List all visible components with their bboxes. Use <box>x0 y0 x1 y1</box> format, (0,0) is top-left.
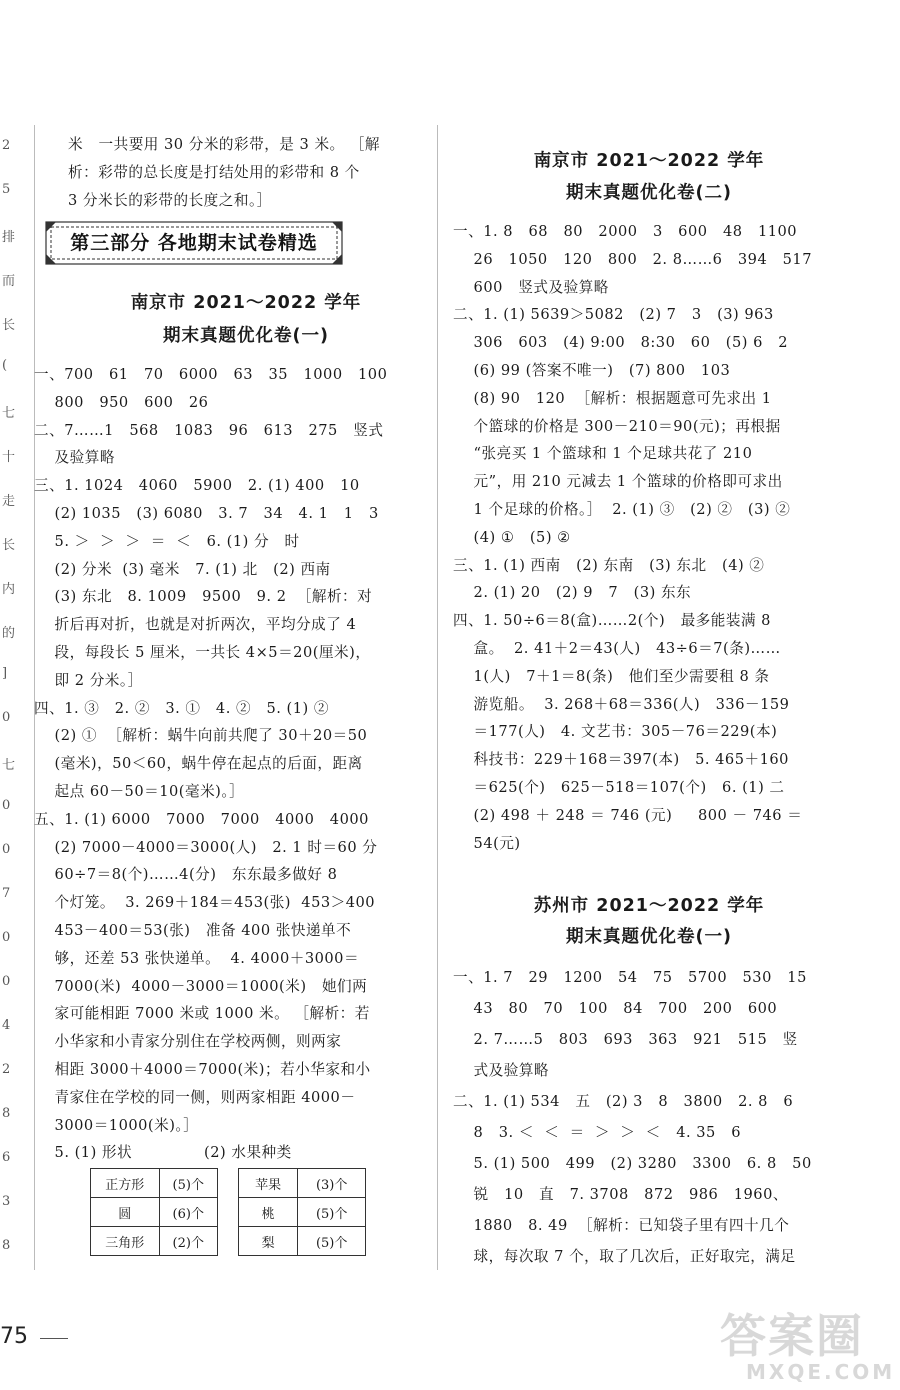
gutter-char: 而 <box>2 274 16 289</box>
answer-line: 科技书：229＋168＝397(本) 5. 465＋160 <box>453 751 789 769</box>
gutter-char: ] <box>2 666 8 681</box>
answer-line: (4) ① (5) ② <box>453 528 571 546</box>
column-divider <box>437 125 438 1270</box>
answer-line: “张亮买 1 个篮球和 1 个足球共花了 210 <box>453 445 753 463</box>
answer-line: 个灯笼。 3. 269＋184＝453(张) 453＞400 <box>34 894 376 912</box>
answer-line: (2) 1035 (3) 6080 3. 7 34 4. 1 1 3 <box>34 504 379 522</box>
watermark <box>720 1300 895 1384</box>
answer-line: 二、1. (1) 5639＞5082 (2) 7 3 (3) 963 <box>453 306 774 324</box>
table-cell: (6)个 <box>159 1198 218 1227</box>
answer-line: 5. (1) 500 499 (2) 3280 3300 6. 8 50 <box>453 1155 812 1172</box>
gutter-char: 6 <box>2 1150 11 1165</box>
answer-line: 四、1. 50÷6＝8(盒)……2(个) 最多能装满 8 <box>453 612 771 630</box>
left-margin-cutoff-text <box>0 120 20 1280</box>
exam-title-right-line2: 期末真题优化卷(二) <box>566 183 732 203</box>
fruit-count-table <box>238 1168 366 1256</box>
table-cell: (5)个 <box>298 1227 366 1256</box>
answer-line: 四、1. ③ 2. ② 3. ① 4. ② 5. (1) ② <box>34 699 329 717</box>
answer-line: 游览船。 3. 268＋68＝336(人) 336－159 <box>453 695 790 713</box>
table-cell: (3)个 <box>298 1169 366 1198</box>
answer-line: 60÷7＝8(个)……4(分) 东东最多做好 8 <box>34 866 338 884</box>
answer-line: 够，还差 53 张快递单。 4. 4000＋3000＝ <box>34 949 360 967</box>
section-banner <box>44 218 344 268</box>
answer-line: 2. (1) 20 (2) 9 7 (3) 东东 <box>453 584 692 602</box>
answer-line: 8 3. ＜ ＜ ＝ ＞ ＞ ＜ 4. 35 6 <box>453 1124 742 1141</box>
gutter-char: 十 <box>2 450 16 465</box>
answer-line: 青家住在学校的同一侧，则两家相距 4000－ <box>34 1088 356 1106</box>
gutter-char: 长 <box>2 538 16 553</box>
answer-line: 1 个足球的价格。］ 2. (1) ③ (2) ② (3) ② <box>453 500 791 518</box>
table-row <box>239 1198 366 1227</box>
gutter-char: 内 <box>2 582 16 597</box>
watermark-domain: MXQE.COM <box>746 1360 896 1384</box>
exam-title-right-line1: 南京市 2021～2022 学年 <box>533 151 765 171</box>
exam-title-left-line2: 期末真题优化卷(一) <box>163 326 329 346</box>
answer-line: 米 一共要用 30 分米的彩带，是 3 米。 ［解 <box>68 136 380 153</box>
table-row <box>239 1227 366 1256</box>
answer-line: (毫米)，50＜60，蜗牛停在起点的后面，距离 <box>34 755 363 773</box>
left-column-answers <box>34 361 426 1167</box>
left-column-top <box>68 131 424 214</box>
answer-line: 800 950 600 26 <box>34 393 209 411</box>
exam-title-right-line3: 苏州市 2021～2022 学年 <box>533 896 765 916</box>
answer-line: 元”，用 210 元减去 1 个篮球的价格即可求出 <box>453 473 783 491</box>
banner-title: 第三部分 各地期末试卷精选 <box>70 232 318 254</box>
answer-line: 球，每次取 7 个，取了几次后，正好取完，满足 <box>453 1248 796 1265</box>
answer-line: 起点 60－50＝10(毫米)。］ <box>34 782 245 800</box>
table-cell: 三角形 <box>91 1227 160 1256</box>
gutter-char: 七 <box>2 406 16 421</box>
table-cell: (2)个 <box>159 1227 218 1256</box>
answer-line: 一、1. 8 68 80 2000 3 600 48 1100 <box>453 223 798 240</box>
answer-line: 5. ＞ ＞ ＞ ＝ ＜ 6. (1) 分 时 <box>34 532 300 550</box>
answer-line: (2) 498 ＋ 248 ＝ 746 (元) 800 － 746 ＝ <box>453 806 803 824</box>
answer-line: (2) 分米 (3) 毫米 7. (1) 北 (2) 西南 <box>34 560 331 578</box>
answer-line: 5. (1) 形状 (2) 水果种类 <box>34 1144 292 1162</box>
gutter-char: 4 <box>2 1018 11 1033</box>
answer-line: 3 分米长的彩带的长度之和。］ <box>68 191 272 209</box>
answer-line: 54(元) <box>453 834 521 852</box>
gutter-char: 长 <box>2 318 16 333</box>
answer-line: 式及验算略 <box>453 1062 550 1079</box>
gutter-char: 0 <box>2 930 11 945</box>
answer-line: 26 1050 120 800 2. 8……6 394 517 <box>453 250 813 268</box>
watermark-logo: 答案圈 <box>720 1309 864 1363</box>
gutter-char: 2 <box>2 1062 11 1077</box>
page-number: 75 <box>0 1324 28 1349</box>
answer-line: 即 2 分米。］ <box>34 671 143 689</box>
answer-line: ＝177(人) 4. 文艺书：305－76＝229(本) <box>453 723 778 741</box>
answer-line: 306 603 (4) 9:00 8:30 60 (5) 6 2 <box>453 334 789 352</box>
gutter-char: 七 <box>2 758 16 773</box>
answer-line: 及验算略 <box>34 449 115 467</box>
answer-line: 三、1. 1024 4060 5900 2. (1) 400 10 <box>34 477 360 495</box>
answer-line: 2. 7……5 803 693 363 921 515 竖 <box>453 1031 798 1048</box>
answer-line: 43 80 70 100 84 700 200 600 <box>453 1000 778 1017</box>
table-row <box>239 1169 366 1198</box>
gutter-char: 0 <box>2 974 11 989</box>
gutter-char: 3 <box>2 1194 11 1209</box>
exam-title-right-line4: 期末真题优化卷(一) <box>566 927 732 947</box>
gutter-char: 的 <box>2 626 16 641</box>
table-cell: 苹果 <box>239 1169 298 1198</box>
answer-line: 600 竖式及验算略 <box>453 278 609 296</box>
answer-line: (2) ① ［解析：蜗牛向前共爬了 30＋20＝50 <box>34 727 368 745</box>
answer-line: 二、7……1 568 1083 96 613 275 竖式 <box>34 421 384 439</box>
gutter-char: 0 <box>2 710 11 725</box>
gutter-char: 8 <box>2 1238 11 1253</box>
table-row <box>91 1198 218 1227</box>
table-cell: 圆 <box>91 1198 160 1227</box>
table-cell: 正方形 <box>91 1169 160 1198</box>
answer-line: 小华家和小青家分别住在学校两侧，则两家 <box>34 1033 342 1051</box>
gutter-char: 排 <box>2 230 16 245</box>
gutter-char: 7 <box>2 886 11 901</box>
answer-line: 盒。 2. 41＋2＝43(人) 43÷6＝7(条)…… <box>453 639 781 657</box>
answer-line: 一、700 61 70 6000 63 35 1000 100 <box>34 366 388 383</box>
answer-line: 相距 3000＋4000＝7000(米)；若小华家和小 <box>34 1060 371 1078</box>
answer-line: 二、1. (1) 534 五 (2) 3 8 3800 2. 8 6 <box>453 1093 794 1110</box>
answer-line: 折后再对折，也就是对折两次，平均分成了 4 <box>34 616 357 634</box>
table-row <box>91 1227 218 1256</box>
answer-line: (8) 90 120 ［解析：根据题意可先求出 1 <box>453 389 772 407</box>
answer-line: 453－400＝53(张) 准备 400 张快递单不 <box>34 921 352 939</box>
exam-title-left-line1: 南京市 2021～2022 学年 <box>130 293 362 313</box>
shape-count-table <box>90 1168 218 1256</box>
answer-line: 锐 10 直 7. 3708 872 986 1960、 <box>453 1186 788 1203</box>
answer-line: (2) 7000－4000＝3000(人) 2. 1 时＝60 分 <box>34 838 378 856</box>
table-cell: (5)个 <box>159 1169 218 1198</box>
answer-line: 一、1. 7 29 1200 54 75 5700 530 15 <box>453 969 807 986</box>
answer-line: 家可能相距 7000 米或 1000 米。 ［解析：若 <box>34 1005 370 1023</box>
answer-line: 五、1. (1) 6000 7000 7000 4000 4000 <box>34 810 369 828</box>
gutter-char: 0 <box>2 798 11 813</box>
gutter-char: 走 <box>2 494 16 509</box>
gutter-char: 8 <box>2 1106 11 1121</box>
table-cell: 桃 <box>239 1198 298 1227</box>
answer-line: 三、1. (1) 西南 (2) 东南 (3) 东北 (4) ② <box>453 556 765 574</box>
page-number-rule <box>40 1338 68 1339</box>
right-column-answers-b <box>453 962 873 1272</box>
answer-line: (6) 99 (答案不唯一) (7) 800 103 <box>453 361 731 379</box>
answer-line: 1(人) 7＋1＝8(条) 他们至少需要租 8 条 <box>453 667 770 685</box>
right-column-answers-a <box>453 218 873 857</box>
gutter-char: 5 <box>2 182 11 197</box>
table-row <box>91 1169 218 1198</box>
gutter-char: 0 <box>2 842 11 857</box>
answer-line: 1880 8. 49 ［解析：已知袋子里有四十几个 <box>453 1217 790 1234</box>
gutter-char: 2 <box>2 138 11 153</box>
table-cell: 梨 <box>239 1227 298 1256</box>
answer-line: 析：彩带的总长度是打结处用的彩带和 8 个 <box>68 163 360 181</box>
answer-line: 3000＝1000(米)。］ <box>34 1116 199 1134</box>
answer-line: 个篮球的价格是 300－210＝90(元)；再根据 <box>453 417 781 435</box>
gutter-char: ( <box>2 358 8 373</box>
answer-line: (3) 东北 8. 1009 9500 9. 2 ［解析：对 <box>34 588 373 606</box>
answer-line: 7000(米) 4000－3000＝1000(米) 她们两 <box>34 977 368 995</box>
answer-line: 段，每段长 5 厘米，一共长 4×5＝20(厘米)， <box>34 643 371 661</box>
answer-line: ＝625(个) 625－518＝107(个) 6. (1) 二 <box>453 778 785 796</box>
table-cell: (5)个 <box>298 1198 366 1227</box>
